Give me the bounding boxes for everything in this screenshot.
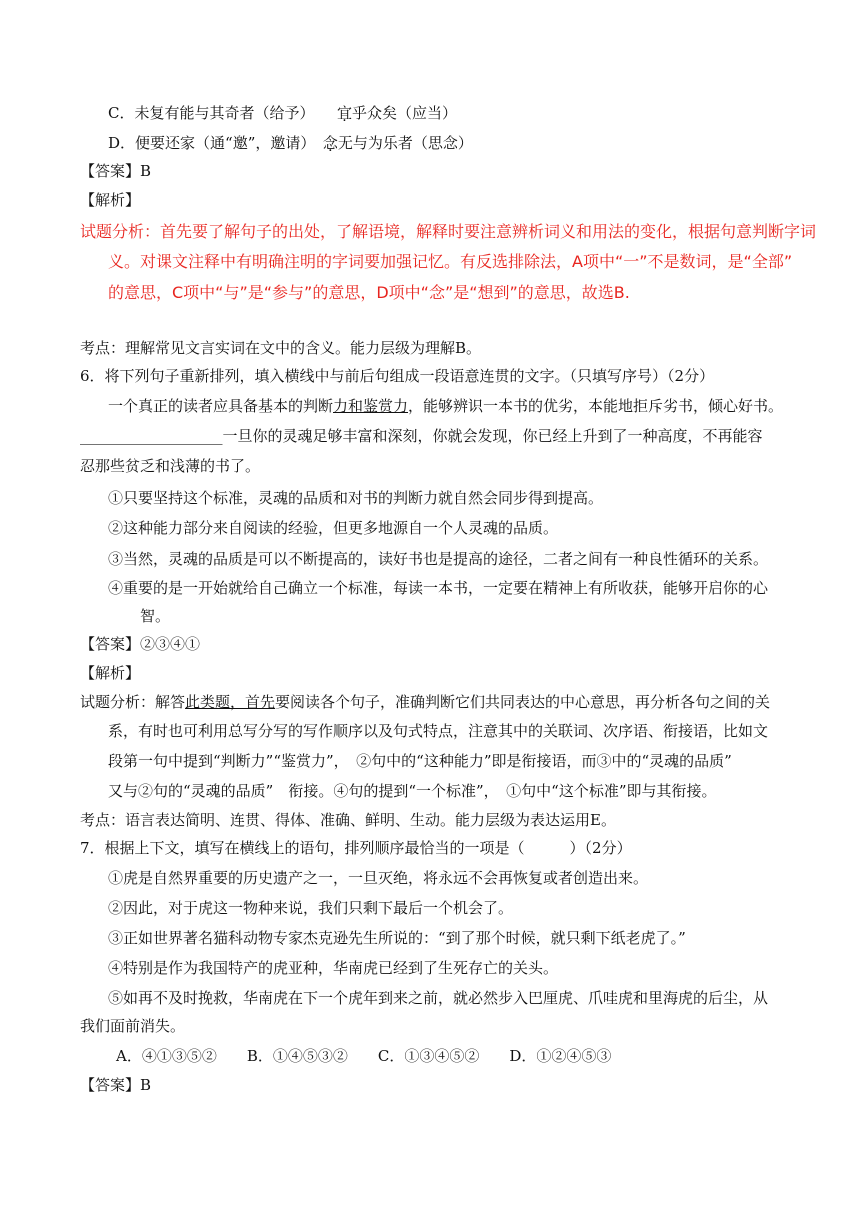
q5-answer: 【答案】B (80, 162, 152, 180)
q6-analysis-line: 又与②句的“灵魂的品质” 衔接。④句的提到“一个标准”， ①句中“这个标准”即与其衔接。 (108, 782, 717, 800)
q7-item: ④特别是作为我国特产的虎亚种，华南虎已经到了生死存亡的关头。 (108, 959, 559, 977)
q6-analysis-line: 段第一句中提到“判断力”“鉴赏力”， ②句中的“这种能力”即是衔接语，而③中的“灵魂的品质” (108, 752, 732, 770)
q5-analysis-line: 试题分析：首先要了解句子的出处，了解语境，解释时要注意辨析词义和用法的变化，根据句意判断字词 (80, 222, 817, 241)
q5-option-c: C．未复有能与其奇者（给予） 宜乎众矣（应当） (108, 104, 458, 122)
q5-kaodian: 考点：理解常见文言实词在文中的含义。能力层级为理解B。 (80, 339, 482, 357)
q6-kaodian: 考点：语言表达简明、连贯、得体、准确、鲜明、生动。能力层级为表达运用E。 (80, 811, 616, 829)
q6-item: ②这种能力部分来自阅读的经验，但更多地源自一个人灵魂的品质。 (108, 519, 559, 537)
q5-analysis-line: 的意思，C项中“与”是“参与”的意思，D项中“念”是“想到”的意思，故选B. (108, 283, 630, 302)
q5-option-d: D．便要还家（通“邀”，邀请） 念无与为乐者（思念） (108, 134, 473, 152)
q6-item: ③当然，灵魂的品质是可以不断提高的，读好书也是提高的途径，二者之间有一种良性循环的关系。 (108, 550, 769, 568)
emphasis-dot-char: 念 (322, 134, 338, 152)
q6-analysis-line: 试题分析：解答此类题，首先要阅读各个句子，准确判断它们共同表达的中心意思，再分析各句之间的关 (80, 693, 771, 711)
q6-analysis-line: 系，有时也可利用总写分写的写作顺序以及句式特点，注意其中的关联词、次序语、衔接语，比如文 (108, 722, 769, 740)
answer-blank: ___________________ (80, 427, 223, 445)
q6-item-continued: 智。 (140, 607, 171, 625)
q7-item: ①虎是自然界重要的历史遗产之一，一旦灭绝，将永远不会再恢复或者创造出来。 (108, 869, 649, 887)
q7-item: ⑤如再不及时挽救，华南虎在下一个虎年到来之前，就必然步入巴厘虎、爪哇虎和里海虎的后尘，从 (108, 989, 769, 1007)
q7-title: 7．根据上下文，填写在横线上的语句，排列顺序最恰当的一项是（ ）（2分） (80, 839, 632, 857)
q6-analysis-heading: 【解析】 (80, 664, 141, 682)
q6-title: 6．将下列句子重新排列，填入横线中与前后句组成一段语意连贯的文字。（只填写序号）（2分） (80, 367, 715, 385)
q6-passage-line: 一个真正的读者应具备基本的判断力和鉴赏力，能够辨识一本书的优劣，本能地拒斥劣书，倾心好书。 (108, 397, 784, 415)
q6-item: ④重要的是一开始就给自己确立一个标准，每读一本书，一定要在精神上有所收获，能够开启你的心 (108, 579, 769, 597)
emphasis-dot-char: 宜 (336, 104, 352, 122)
q6-passage-line: ___________________一旦你的灵魂足够丰富和深刻，你就会发现，你已经上升到了一种高度，不再能容 (80, 427, 763, 445)
q7-options: A．④①③⑤② B．①④⑤③② C．①③④⑤② D．①②④⑤③ (116, 1047, 612, 1065)
q6-passage-line: 忍那些贫乏和浅薄的书了。 (80, 457, 261, 475)
q5-analysis-line: 义。对课文注释中有明确注明的字词要加强记忆。有反选排除法，A项中“一”不是数词，是“全部” (108, 252, 793, 271)
q7-item: ③正如世界著名猫科动物专家杰克逊先生所说的：“到了那个时候，就只剩下纸老虎了。” (108, 929, 686, 947)
q5-analysis-heading: 【解析】 (80, 191, 141, 209)
q7-answer: 【答案】B (80, 1076, 152, 1094)
q6-item: ①只要坚持这个标准，灵魂的品质和对书的判断力就自然会同步得到提高。 (108, 489, 604, 507)
q6-answer: 【答案】②③④① (80, 635, 201, 653)
q7-item-continued: 我们面前消失。 (80, 1017, 186, 1035)
q7-item: ②因此，对于虎这一物种来说，我们只剩下最后一个机会了。 (108, 899, 514, 917)
